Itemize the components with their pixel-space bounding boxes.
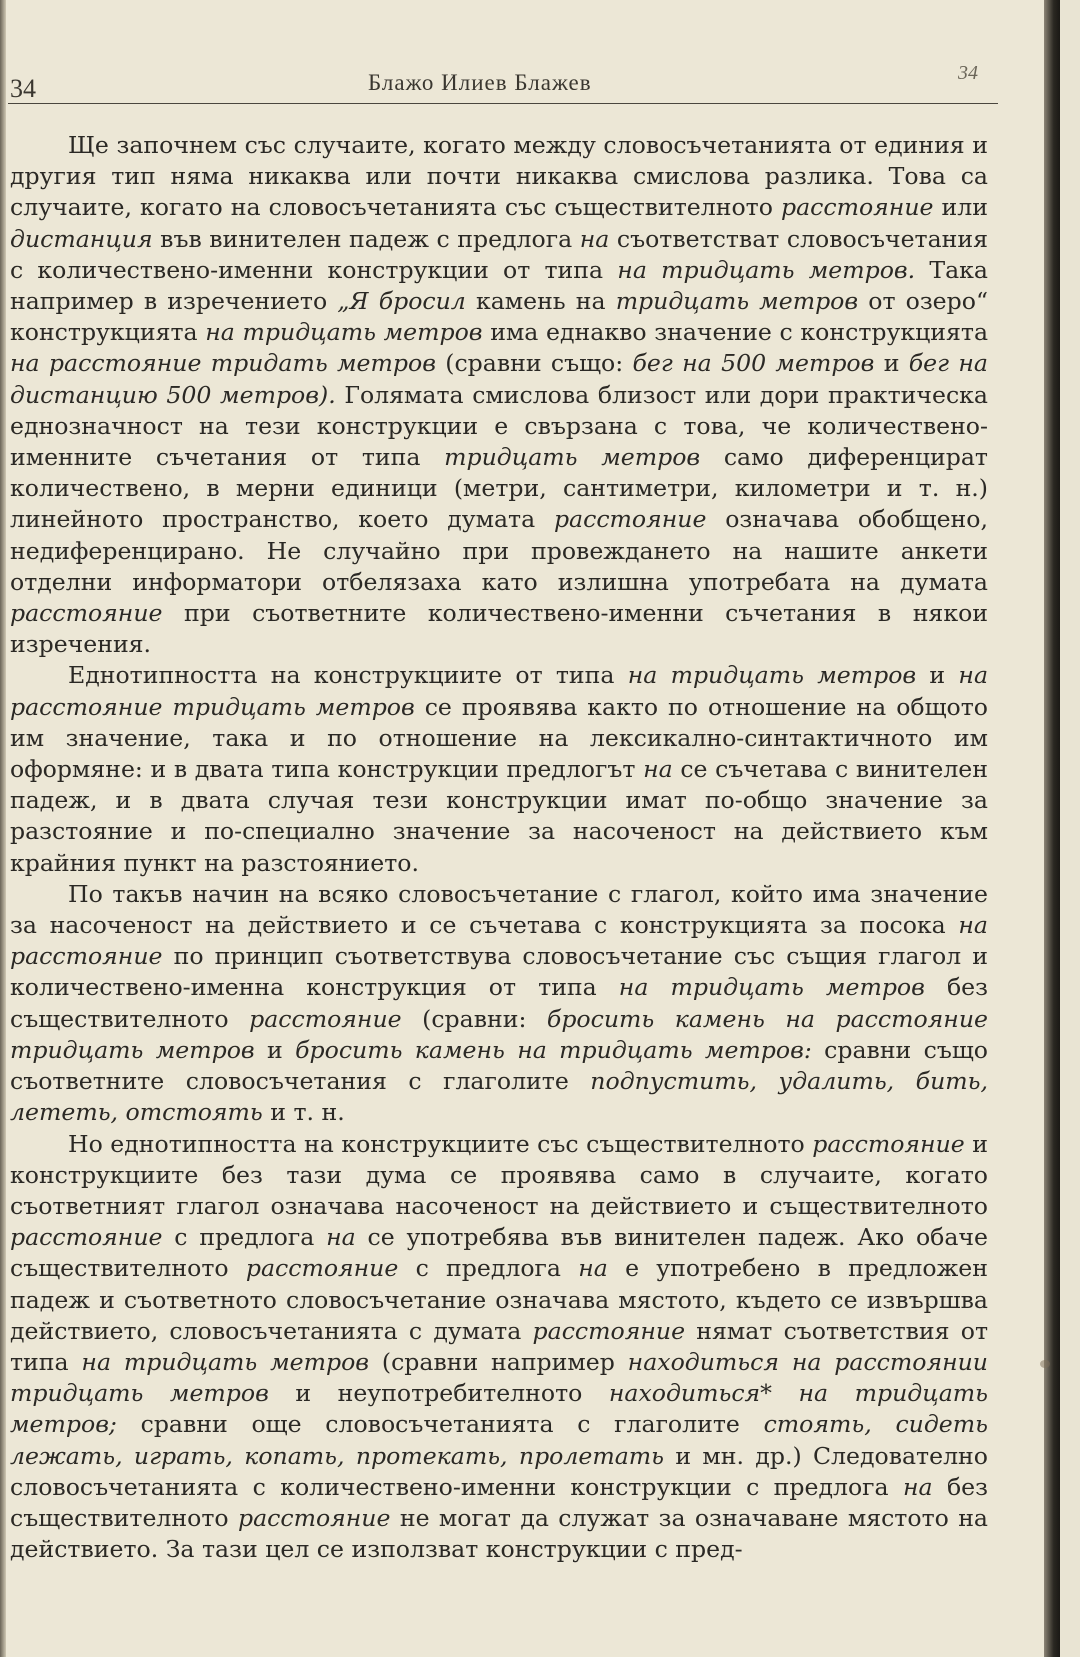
italic-run: тридцать метров [615, 287, 859, 316]
text-run: нямат съответствия от типа [10, 1316, 989, 1376]
italic-run: на [902, 1472, 933, 1501]
book-spine-shadow [1044, 0, 1060, 1657]
text-run: се употребява във винителен падеж. Ако обаче съществителното [10, 1223, 988, 1283]
italic-run: дистанция [10, 224, 153, 253]
text-run: с предлога [398, 1254, 579, 1283]
text-run: и [874, 349, 909, 378]
paragraph [10, 660, 988, 878]
italic-run: бросить камень на тридцать метров: [295, 1035, 812, 1064]
paper-stain [1040, 1360, 1050, 1368]
text-run: и мн. др.) Следователно словосъчетанията с количествено-именни конструкции с предлога [10, 1441, 988, 1501]
italic-run: „Я бросил [337, 287, 466, 316]
italic-run: находиться на расстоянии тридцать метров [10, 1347, 988, 1408]
italic-run: на [579, 224, 610, 253]
text-run: съответстват словосъчетания с количествено-именни конструкции от типа [10, 224, 988, 284]
paragraph [10, 1129, 988, 1566]
italic-run: стоять, сидеть лежать, играть, копать, протекать, пролетать [10, 1410, 988, 1470]
italic-run: расстояние [812, 1129, 965, 1158]
running-head: Блажо Илиев Блажев [368, 70, 592, 95]
text-run: или [933, 193, 988, 222]
text-run: означава обобщено, недиференцирано. Не случайно при провеждането на нашите анкети отделни информатори отбелязаха като излишна употребата на думата [10, 505, 988, 596]
text-run: има еднакво значение с конструкцията [482, 318, 989, 347]
italic-run: расстояние [532, 1316, 686, 1345]
italic-run: расстояние [249, 1004, 402, 1033]
text-run: и неупотребителното [268, 1379, 609, 1408]
italic-run: тридцать метров [444, 443, 701, 472]
italic-run: расстояние [553, 505, 707, 534]
italic-run: на тридцать метров [618, 973, 925, 1002]
body-text [10, 130, 988, 1565]
italic-run: на расстояние тридать метров [10, 349, 436, 378]
text-run: по принцип съответствува словосъчетание със същия глагол и количествено-именна конструкция от типа [10, 942, 988, 1002]
paragraph [10, 879, 988, 1129]
text-run: с предлога [162, 1223, 327, 1252]
text-run: (сравни: [401, 1004, 547, 1033]
text-run: (сравни също: [435, 349, 633, 378]
italic-run: на [643, 755, 673, 784]
text-run: По такъв начин на всяко словосъчетание с глагол, който има значение за насоченост на действието и се съчетава с конструкцията за посока [10, 879, 988, 940]
italic-run: бег на дистанцию 500 метров). [10, 349, 988, 409]
italic-run: расстояние [10, 1223, 163, 1252]
text-run: и т. н. [262, 1098, 345, 1127]
handwritten-page-number: 34 [958, 62, 978, 84]
text-run: Голямата смислова близост или дори практическа еднозначност на тези конструкции е свързана с това, че количествено-именните съчетания от типа [10, 380, 988, 472]
page-number: 34 [10, 74, 36, 103]
text-run: се съчетава с винителен падеж, и в двата случая тези конструкции имат по-общо значение за разстояние и по-специално значение за насоченост на действието към крайния пункт на разстоянието. [10, 755, 988, 877]
paragraph [10, 130, 988, 660]
italic-run: на тридцать метров [205, 318, 483, 347]
header-rule [8, 103, 998, 104]
page-edge-left [0, 0, 6, 1657]
text-run: е употребено в предложен падеж и съответното словосъчетание означава мястото, където се извършва действието, словосъчетанията с думата [10, 1254, 988, 1345]
text-run: Така например в изречението [10, 255, 988, 316]
italic-run: расстояние [245, 1254, 399, 1283]
italic-run: расстояние [10, 599, 163, 628]
text-run: при съответните количествено-именни съчетания в някои изречения. [10, 599, 988, 659]
text-run: и [916, 661, 959, 690]
text-run: във винителен падеж с предлога [152, 224, 580, 253]
text-run: Но еднотипността на конструкциите със съществителното [68, 1129, 813, 1158]
text-run: сравни също съответните словосъчетания с глаголите [10, 1035, 988, 1096]
italic-run: находиться* на тридцать метров; [10, 1379, 988, 1439]
italic-run: на [578, 1254, 608, 1283]
italic-run: расстояние [781, 193, 934, 222]
italic-run: расстояние [237, 1503, 391, 1532]
italic-run: бросить камень на расстояние тридцать метров [10, 1004, 988, 1064]
italic-run: подпустить, удалить, бить, лететь, отстоять [10, 1067, 988, 1127]
italic-run: на тридцать метров. [617, 255, 916, 284]
italic-run: на тридцать метров [81, 1347, 370, 1376]
text-run: от озеро“ конструкцията [10, 287, 989, 347]
text-run: камень на [465, 287, 616, 316]
text-run: не могат да служат за означаване мястото на действието. За тази цел се използват конструкции с пред- [10, 1503, 988, 1564]
italic-run: на тридцать метров [627, 661, 917, 690]
text-run: без съществителното [10, 973, 988, 1033]
text-run: само диференцират количествено, в мерни единици (метри, сантиметри, километри и т. н.) линейното пространство, което думата [10, 443, 988, 534]
italic-run: бег на 500 метров [632, 349, 875, 378]
italic-run: на расстояние [10, 911, 988, 971]
text-run: сравни още словосъчетанията с глаголите [116, 1410, 764, 1439]
italic-run: на расстояние тридцать метров [10, 661, 989, 721]
text-run: се проявява както по отношение на общото им значение, така и по отношение на лексикално-синтактичното им оформяне: и в двата типа конструкции предлогът [10, 692, 988, 784]
text-run: (сравни например [369, 1347, 628, 1376]
italic-run: на [326, 1223, 356, 1252]
text-run: и конструкциите без тази дума се проявява само в случаите, когато съответният глагол означава насоченост на действието и съществителното [10, 1129, 988, 1220]
text-run: и [254, 1035, 296, 1064]
page-header [8, 62, 1008, 104]
text-run: без съществителното [10, 1472, 988, 1532]
text-run: Ще започнем със случаите, когато между словосъчетанията от единия и другия тип няма никаква или почти никаква смислова разлика. Това са случаите, когато на словосъчетанията със съществителното [10, 131, 988, 222]
text-run: Еднотипността на конструкциите от типа [68, 661, 628, 690]
